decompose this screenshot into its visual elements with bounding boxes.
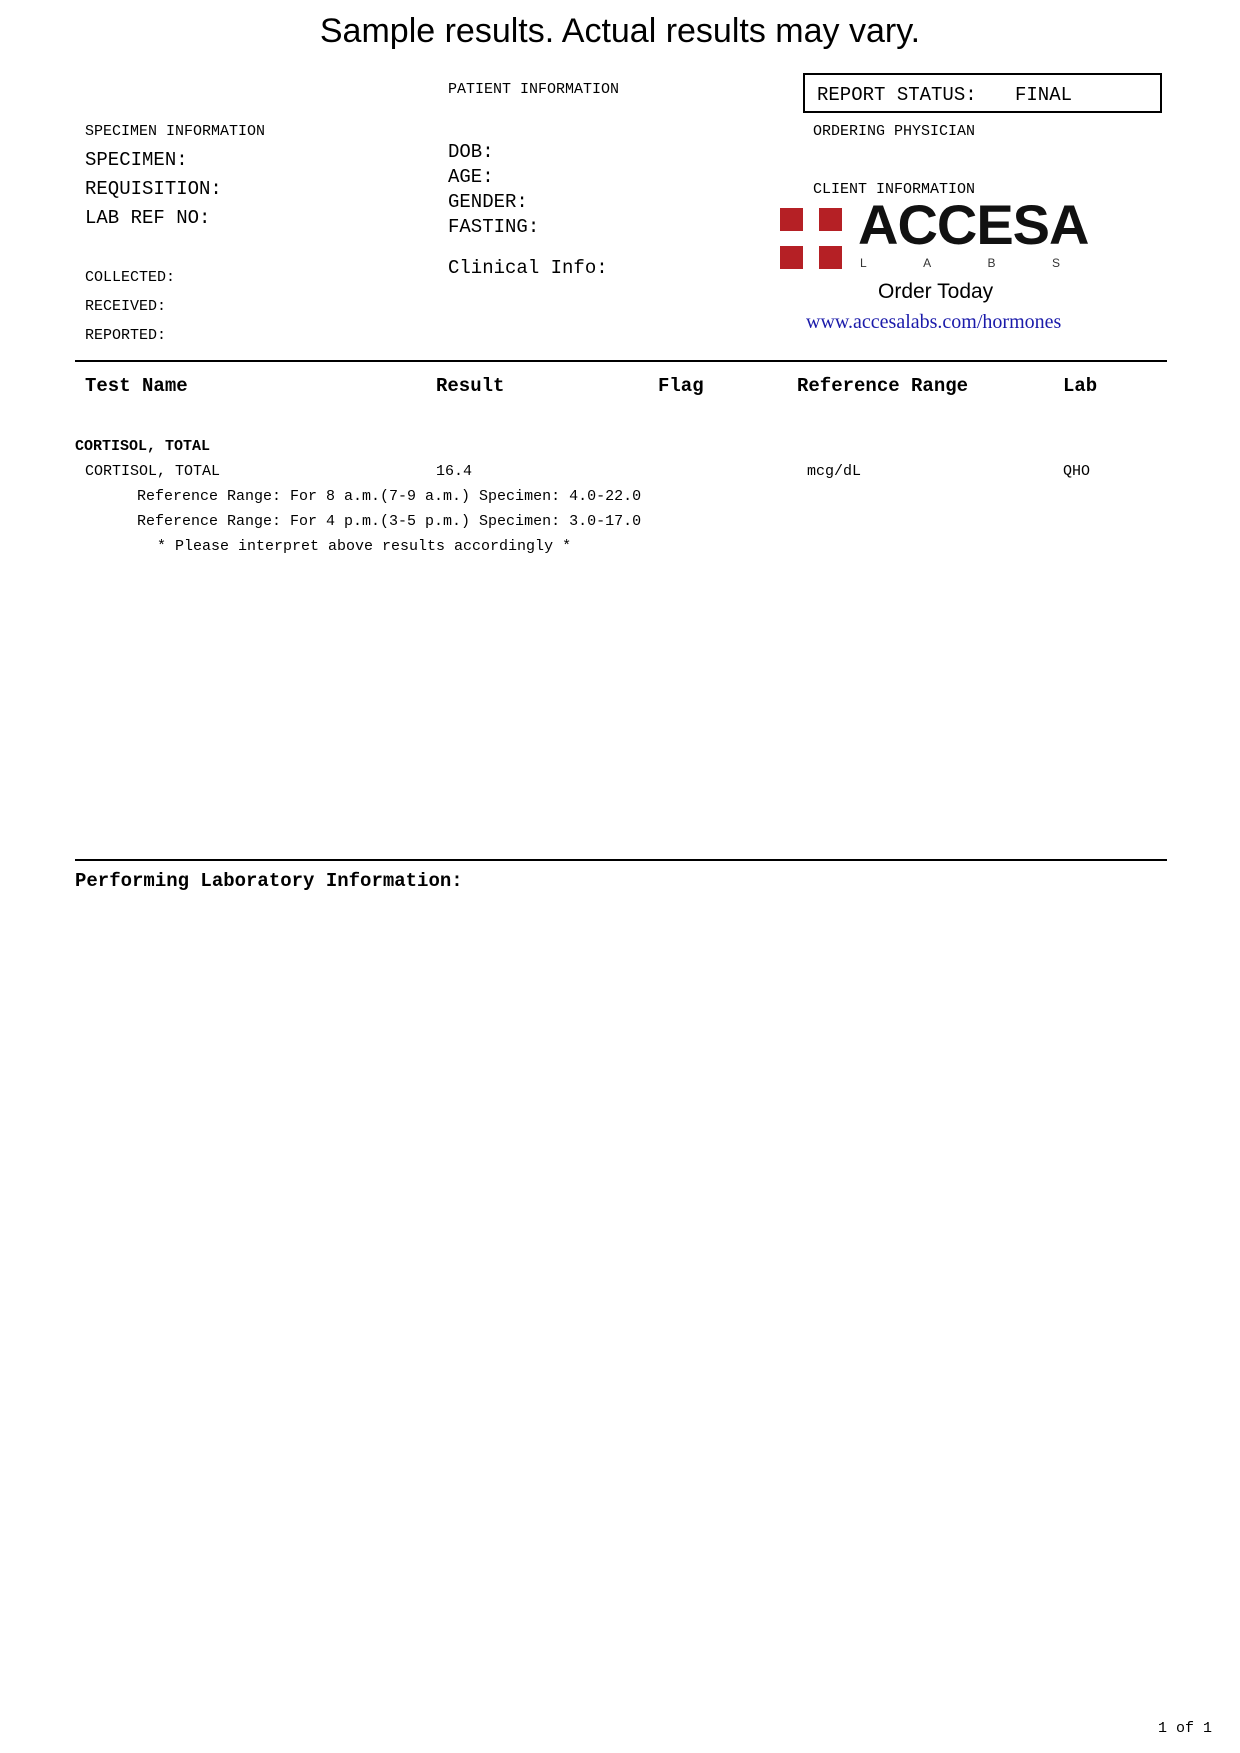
patient-information-heading: PATIENT INFORMATION bbox=[448, 81, 620, 98]
interpretation-note: * Please interpret above results accordingly * bbox=[157, 538, 572, 555]
result-lab-code: QHO bbox=[1063, 463, 1091, 480]
logo-sub-letter: L bbox=[860, 256, 867, 270]
collected-label: COLLECTED: bbox=[85, 269, 176, 286]
logo-square-bottom-right bbox=[819, 246, 842, 269]
fasting-label: FASTING: bbox=[448, 216, 540, 238]
reference-note: Reference Range: For 8 a.m.(7-9 a.m.) Specimen: 4.0-22.0 bbox=[137, 488, 642, 505]
performing-lab-heading: Performing Laboratory Information: bbox=[75, 870, 463, 892]
result-units: mcg/dL bbox=[807, 463, 862, 480]
order-today-text: Order Today bbox=[878, 280, 994, 303]
sample-results-banner: Sample results. Actual results may vary. bbox=[319, 12, 921, 50]
lab-ref-no-label: LAB REF NO: bbox=[85, 207, 211, 229]
requisition-label: REQUISITION: bbox=[85, 178, 222, 200]
reported-label: REPORTED: bbox=[85, 327, 167, 344]
test-group-title: CORTISOL, TOTAL bbox=[75, 438, 211, 455]
logo-wordmark: ACCESA bbox=[858, 193, 1089, 256]
col-header-result: Result bbox=[436, 375, 505, 397]
report-status-value: FINAL bbox=[1015, 84, 1073, 106]
logo-sub-letter: S bbox=[1051, 256, 1060, 270]
logo-square-bottom-left bbox=[780, 246, 803, 269]
col-header-flag: Flag bbox=[658, 375, 704, 397]
result-value: 16.4 bbox=[436, 463, 473, 480]
ordering-physician-heading: ORDERING PHYSICIAN bbox=[813, 123, 976, 140]
footer-divider bbox=[75, 859, 1167, 861]
dob-label: DOB: bbox=[448, 141, 494, 163]
age-label: AGE: bbox=[448, 166, 494, 188]
specimen-label: SPECIMEN: bbox=[85, 149, 188, 171]
report-status-label: REPORT STATUS: bbox=[817, 84, 977, 106]
col-header-lab: Lab bbox=[1063, 375, 1098, 397]
logo-square-top-left bbox=[780, 208, 803, 231]
logo-square-top-right bbox=[819, 208, 842, 231]
logo-subtitle bbox=[860, 256, 1060, 270]
clinical-info-label: Clinical Info: bbox=[448, 257, 608, 279]
client-information-heading: CLIENT INFORMATION bbox=[813, 181, 976, 198]
report-status-box bbox=[803, 73, 1162, 113]
result-test-name: CORTISOL, TOTAL bbox=[85, 463, 221, 480]
header-divider bbox=[75, 360, 1167, 362]
reference-note: Reference Range: For 4 p.m.(3-5 p.m.) Specimen: 3.0-17.0 bbox=[137, 513, 642, 530]
website-link[interactable]: www.accesalabs.com/hormones bbox=[806, 311, 1062, 333]
col-header-test-name: Test Name bbox=[85, 375, 188, 397]
logo-sub-letter: B bbox=[987, 256, 996, 270]
gender-label: GENDER: bbox=[448, 191, 528, 213]
logo-sub-letter: A bbox=[923, 256, 932, 270]
col-header-reference-range: Reference Range bbox=[797, 375, 969, 397]
specimen-information-heading: SPECIMEN INFORMATION bbox=[85, 123, 266, 140]
received-label: RECEIVED: bbox=[85, 298, 167, 315]
page-number: 1 of 1 bbox=[1158, 1720, 1213, 1737]
